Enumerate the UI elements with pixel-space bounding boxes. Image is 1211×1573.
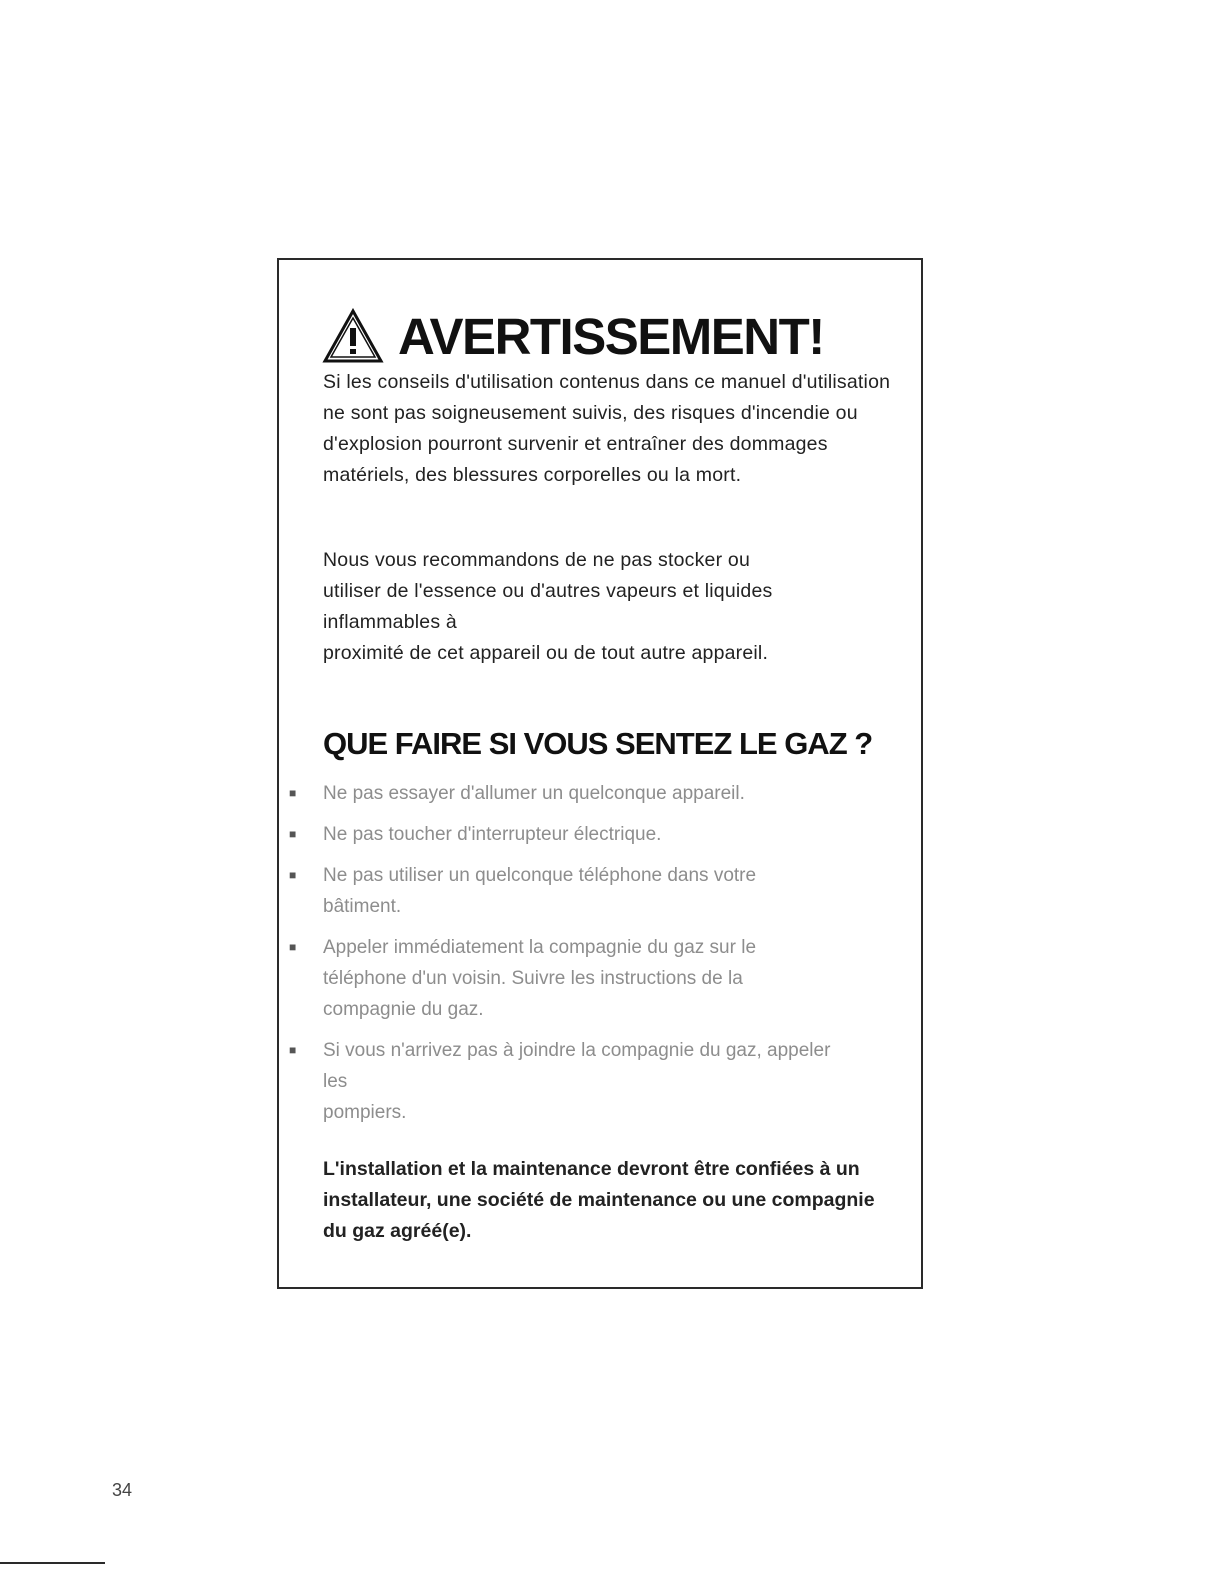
- gas-step-line: pompiers.: [323, 1102, 407, 1123]
- storage-warning-line: Nous vous recommandons de ne pas stocker ou: [323, 549, 750, 571]
- gas-section-heading: QUE FAIRE SI VOUS SENTEZ LE GAZ ?: [323, 726, 873, 761]
- square-bullet-icon: ■: [289, 940, 297, 954]
- gas-step-line: Appeler immédiatement la compagnie du gaz sur le: [323, 937, 757, 958]
- storage-warning-line: inflammables à: [323, 611, 457, 633]
- gas-step-line: Si vous n'arrivez pas à joindre la compagnie du gaz, appeler: [323, 1040, 831, 1061]
- gas-step: [279, 778, 863, 809]
- gas-step-line: Ne pas essayer d'allumer un quelconque appareil.: [323, 783, 745, 804]
- gas-step-line: téléphone d'un voisin. Suivre les instructions de la: [323, 968, 743, 989]
- gas-steps-list: [279, 778, 925, 1138]
- warning-title: AVERTISSEMENT!: [398, 307, 824, 365]
- gas-step: [279, 1035, 863, 1128]
- gas-step-line: Ne pas toucher d'interrupteur électrique.: [323, 824, 662, 845]
- warning-title-row: [322, 308, 824, 364]
- gas-step: [279, 819, 863, 850]
- gas-step: [279, 860, 863, 922]
- gas-step: [279, 932, 863, 1025]
- warning-paragraph: Si les conseils d'utilisation contenus dans ce manuel d'utilisation ne sont pas soigneusement suivis, des risques d'incendie ou d'explosion pourront survenir et entraîner des dommages matériels, des blessures corporelles ou la mort.: [323, 371, 891, 486]
- storage-warning-paragraph: [323, 545, 903, 669]
- square-bullet-icon: ■: [289, 868, 297, 882]
- storage-warning-line: utiliser de l'essence ou d'autres vapeurs et liquides: [323, 580, 773, 602]
- gas-step-line: bâtiment.: [323, 896, 402, 917]
- gas-step-line: les: [323, 1071, 348, 1092]
- square-bullet-icon: ■: [289, 786, 297, 800]
- gas-step-line: Ne pas utiliser un quelconque téléphone dans votre: [323, 865, 757, 886]
- square-bullet-icon: ■: [289, 827, 297, 841]
- footer-divider: [0, 1562, 105, 1564]
- storage-warning-line: proximité de cet appareil ou de tout autre appareil.: [323, 642, 769, 664]
- square-bullet-icon: ■: [289, 1043, 297, 1057]
- installation-note: L'installation et la maintenance devront être confiées à un installateur, une société de maintenance ou une compagnie du gaz agréé(e).: [323, 1158, 875, 1242]
- page-number: 34: [112, 1480, 133, 1500]
- gas-step-line: compagnie du gaz.: [323, 999, 484, 1020]
- warning-box: [277, 258, 923, 1289]
- warning-triangle-icon: [322, 308, 384, 364]
